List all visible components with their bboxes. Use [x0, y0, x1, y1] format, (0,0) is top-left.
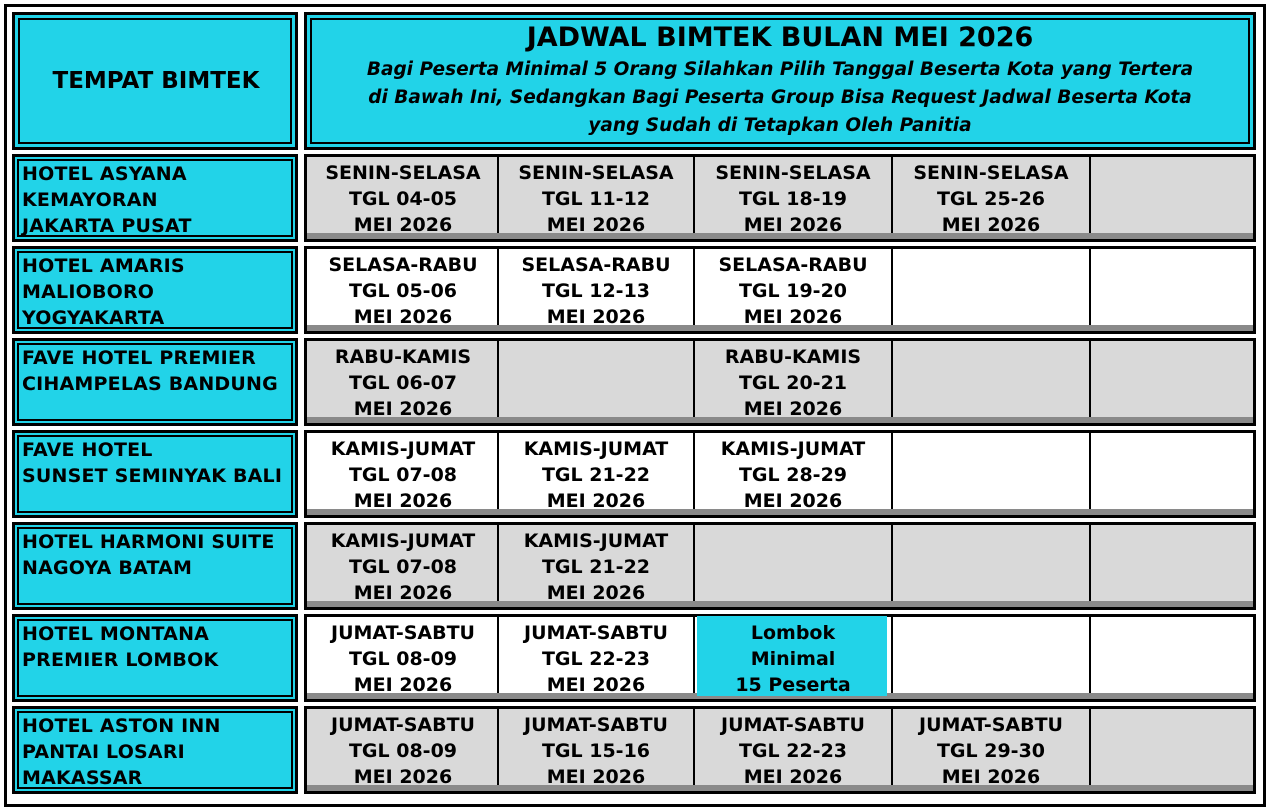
hotel-name-cell	[12, 430, 298, 518]
hotel-name-cell	[12, 246, 298, 334]
hotel-name-line: FAVE HOTEL	[22, 439, 153, 461]
schedule-cell-line: MEI 2026	[353, 490, 453, 512]
schedule-cell-line: TGL 29-30	[936, 740, 1046, 762]
schedule-cell-line: MEI 2026	[546, 306, 646, 328]
schedule-cell	[498, 157, 694, 236]
schedule-cell	[1090, 617, 1254, 693]
schedule-cell-line: TGL 08-09	[348, 648, 458, 670]
schedule-cell	[498, 341, 694, 417]
schedule-cell	[892, 341, 1090, 417]
schedule-cell-line: TGL 20-21	[738, 372, 848, 394]
hotel-name-line: KEMAYORAN	[22, 189, 158, 211]
schedule-cell-line: MEI 2026	[353, 674, 453, 696]
schedule-cell-line: TGL 18-19	[738, 188, 848, 210]
schedule-cell-line: TGL 28-29	[738, 464, 848, 486]
lombok-note-cell	[694, 617, 892, 696]
subtitle-line: Bagi Peserta Minimal 5 Orang Silahkan Pilih Tanggal Beserta Kota yang Tertera	[366, 59, 1194, 80]
subtitle-line: yang Sudah di Tetapkan Oleh Panitia	[588, 115, 972, 136]
schedule-cell-line: TGL 05-06	[348, 280, 458, 302]
schedule-cell-line: TGL 11-12	[541, 188, 651, 210]
schedule-cell-line: MEI 2026	[353, 582, 453, 604]
schedule-cell-line: MEI 2026	[941, 766, 1041, 788]
schedule-cell	[694, 157, 892, 236]
schedule-cell	[892, 525, 1090, 601]
schedule-cell	[1090, 709, 1254, 785]
schedule-cell-line: TGL 12-13	[541, 280, 651, 302]
schedule-cell	[892, 157, 1090, 236]
schedule-cell-line: RABU-KAMIS	[334, 346, 472, 368]
hotel-name-line: SUNSET SEMINYAK BALI	[22, 465, 283, 487]
schedule-cell	[1090, 525, 1254, 601]
schedule-cell	[892, 709, 1090, 788]
schedule-cell-line: TGL 22-23	[541, 648, 651, 670]
schedule-cell-line: MEI 2026	[546, 490, 646, 512]
schedule-cell-line: TGL 15-16	[541, 740, 651, 762]
schedule-cell-line: TGL 19-20	[738, 280, 848, 302]
subtitle-line: di Bawah Ini, Sedangkan Bagi Peserta Group Bisa Request Jadwal Beserta Kota	[368, 87, 1192, 108]
schedule-cell	[308, 617, 498, 696]
schedule-cell-line: JUMAT-SABTU	[919, 714, 1063, 736]
schedule-cell	[1090, 341, 1254, 417]
schedule-cell-line: RABU-KAMIS	[724, 346, 862, 368]
schedule-cell-line: MEI 2026	[546, 674, 646, 696]
schedule-cell-line: KAMIS-JUMAT	[523, 530, 669, 552]
schedule-cell	[694, 433, 892, 512]
hotel-name-line: JAKARTA PUSAT	[22, 215, 192, 237]
schedule-cell-line: 15 Peserta	[735, 674, 851, 696]
schedule-cell	[892, 433, 1090, 509]
hotel-name-line: CIHAMPELAS BANDUNG	[22, 373, 278, 395]
schedule-cell-line: MEI 2026	[743, 766, 843, 788]
schedule-cell-line: TGL 07-08	[348, 556, 458, 578]
schedule-cell-line: TGL 21-22	[541, 556, 651, 578]
schedule-cell-line: KAMIS-JUMAT	[330, 530, 476, 552]
schedule-cell	[308, 709, 498, 788]
schedule-cell-line: TGL 04-05	[348, 188, 458, 210]
schedule-cell	[1090, 249, 1254, 325]
schedule-cell-line: MEI 2026	[743, 214, 843, 236]
schedule-cell-line: Minimal	[750, 648, 836, 670]
schedule-cell	[694, 249, 892, 328]
hotel-name-line: HOTEL MONTANA	[22, 623, 210, 645]
schedule-cell-line: MEI 2026	[353, 398, 453, 420]
schedule-cell	[1090, 433, 1254, 509]
schedule-cell	[308, 433, 498, 512]
schedule-cell	[308, 249, 498, 328]
schedule-cell-line: JUMAT-SABTU	[524, 622, 668, 644]
hotel-name-line: PREMIER LOMBOK	[22, 649, 219, 671]
hotel-name-cell	[12, 706, 298, 794]
schedule-subtitle	[320, 56, 1240, 140]
schedule-cell-line: KAMIS-JUMAT	[720, 438, 866, 460]
hotel-name-line: NAGOYA BATAM	[22, 557, 193, 579]
schedule-cell-line: MEI 2026	[743, 490, 843, 512]
schedule-cell-line: TGL 22-23	[738, 740, 848, 762]
schedule-cell-line: SELASA-RABU	[521, 254, 671, 276]
schedule-cell-line: JUMAT-SABTU	[721, 714, 865, 736]
schedule-cell-line: JUMAT-SABTU	[524, 714, 668, 736]
schedule-title: JADWAL BIMTEK BULAN MEI 2026	[526, 22, 1034, 53]
schedule-cell-line: MEI 2026	[743, 398, 843, 420]
schedule-cell-line: MEI 2026	[546, 582, 646, 604]
hotel-name-line: MALIOBORO	[22, 281, 155, 303]
schedule-cell	[498, 525, 694, 604]
schedule-cell-line: TGL 06-07	[348, 372, 458, 394]
schedule-cell-line: TGL 07-08	[348, 464, 458, 486]
hotel-name-line: MAKASSAR	[22, 767, 143, 789]
hotel-name-cell	[12, 154, 298, 242]
schedule-cell-line: SENIN-SELASA	[325, 162, 481, 184]
schedule-cell	[892, 617, 1090, 693]
hotel-name-line: YOGYAKARTA	[22, 307, 165, 329]
schedule-cell-line: MEI 2026	[353, 214, 453, 236]
schedule-cell	[892, 249, 1090, 325]
schedule-cell	[694, 709, 892, 788]
schedule-cell	[1090, 157, 1254, 233]
hotel-name-line: PANTAI LOSARI	[22, 741, 185, 763]
schedule-cell-line: SENIN-SELASA	[913, 162, 1069, 184]
schedule-cell-line: TGL 08-09	[348, 740, 458, 762]
hotel-name-line: HOTEL ASTON INN	[22, 715, 221, 737]
schedule-cell-line: JUMAT-SABTU	[331, 714, 475, 736]
schedule-cell	[308, 525, 498, 604]
schedule-cell-line: MEI 2026	[353, 306, 453, 328]
schedule-cell-line: SENIN-SELASA	[518, 162, 674, 184]
hotel-name-line: HOTEL AMARIS	[22, 255, 185, 277]
schedule-cell-line: SENIN-SELASA	[715, 162, 871, 184]
schedule-cell	[308, 157, 498, 236]
hotel-name-cell	[12, 338, 298, 426]
schedule-cell-line: MEI 2026	[941, 214, 1041, 236]
schedule-cell-line: MEI 2026	[546, 214, 646, 236]
schedule-cell	[308, 341, 498, 420]
schedule-cell	[694, 341, 892, 420]
schedule-cell-line: KAMIS-JUMAT	[523, 438, 669, 460]
schedule-cell-line: MEI 2026	[546, 766, 646, 788]
schedule-cell	[498, 709, 694, 788]
schedule-cell-line: JUMAT-SABTU	[331, 622, 475, 644]
schedule-cell-line: KAMIS-JUMAT	[330, 438, 476, 460]
schedule-cell	[498, 617, 694, 696]
schedule-cell-line: MEI 2026	[353, 766, 453, 788]
schedule-cell	[498, 433, 694, 512]
hotel-name-cell	[12, 614, 298, 702]
schedule-cell	[694, 525, 892, 601]
schedule-cell-line: MEI 2026	[743, 306, 843, 328]
schedule-cell-line: TGL 21-22	[541, 464, 651, 486]
schedule-cell-line: SELASA-RABU	[718, 254, 868, 276]
schedule-cell-line: Lombok	[750, 622, 836, 644]
schedule-cell	[498, 249, 694, 328]
schedule-cell-line: TGL 25-26	[936, 188, 1046, 210]
hotel-name-line: FAVE HOTEL PREMIER	[22, 347, 256, 369]
hotel-name-cell	[12, 522, 298, 610]
schedule-cell-line: SELASA-RABU	[328, 254, 478, 276]
hotel-name-line: HOTEL ASYANA	[22, 163, 187, 185]
hotel-name-line: HOTEL HARMONI SUITE	[22, 531, 275, 553]
venue-column-title: TEMPAT BIMTEK	[52, 68, 260, 94]
